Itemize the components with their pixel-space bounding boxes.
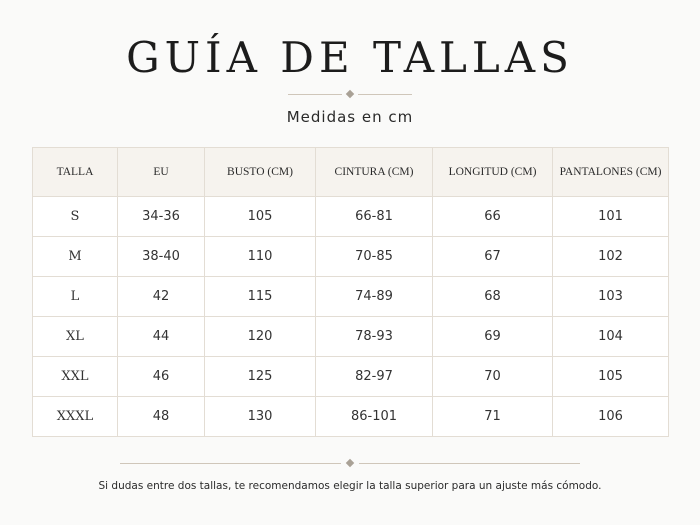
size-cell: L xyxy=(33,277,118,317)
longitud-cell: 70 xyxy=(433,357,553,397)
size-cell: XXL xyxy=(33,357,118,397)
eu-cell: 42 xyxy=(118,277,205,317)
header-cintura: CINTURA (CM) xyxy=(316,148,433,197)
pantalones-cell: 105 xyxy=(553,357,669,397)
header-talla: TALLA xyxy=(33,148,118,197)
header-busto: BUSTO (CM) xyxy=(205,148,316,197)
longitud-cell: 66 xyxy=(433,197,553,237)
page-title: GUÍA DE TALLAS xyxy=(126,33,574,82)
page-subtitle: Medidas en cm xyxy=(286,108,414,126)
size-chart-table xyxy=(32,147,669,437)
size-cell: M xyxy=(33,237,118,277)
eu-cell: 38-40 xyxy=(118,237,205,277)
table-row xyxy=(33,357,669,397)
header-eu: EU xyxy=(118,148,205,197)
cintura-cell: 86-101 xyxy=(316,397,433,437)
eu-cell: 46 xyxy=(118,357,205,397)
pantalones-cell: 101 xyxy=(553,197,669,237)
cintura-cell: 82-97 xyxy=(316,357,433,397)
diamond-icon xyxy=(346,90,354,98)
title-divider xyxy=(288,94,412,95)
longitud-cell: 69 xyxy=(433,317,553,357)
size-cell: S xyxy=(33,197,118,237)
busto-cell: 105 xyxy=(205,197,316,237)
table-row xyxy=(33,277,669,317)
table-row xyxy=(33,317,669,357)
pantalones-cell: 106 xyxy=(553,397,669,437)
cintura-cell: 66-81 xyxy=(316,197,433,237)
header-longitud: LONGITUD (CM) xyxy=(433,148,553,197)
busto-cell: 110 xyxy=(205,237,316,277)
longitud-cell: 71 xyxy=(433,397,553,437)
table-row xyxy=(33,237,669,277)
eu-cell: 48 xyxy=(118,397,205,437)
table-header-row xyxy=(33,148,669,197)
busto-cell: 120 xyxy=(205,317,316,357)
pantalones-cell: 103 xyxy=(553,277,669,317)
cintura-cell: 78-93 xyxy=(316,317,433,357)
size-cell: XXXL xyxy=(33,397,118,437)
cintura-cell: 70-85 xyxy=(316,237,433,277)
footer-note: Si dudas entre dos tallas, te recomendamos elegir la talla superior para un ajuste más cómodo. xyxy=(98,480,602,492)
eu-cell: 44 xyxy=(118,317,205,357)
longitud-cell: 67 xyxy=(433,237,553,277)
diamond-icon xyxy=(346,459,354,467)
pantalones-cell: 104 xyxy=(553,317,669,357)
cintura-cell: 74-89 xyxy=(316,277,433,317)
eu-cell: 34-36 xyxy=(118,197,205,237)
size-cell: XL xyxy=(33,317,118,357)
busto-cell: 125 xyxy=(205,357,316,397)
busto-cell: 115 xyxy=(205,277,316,317)
footer-divider xyxy=(120,463,580,464)
longitud-cell: 68 xyxy=(433,277,553,317)
header-pantalones: PANTALONES (CM) xyxy=(553,148,669,197)
pantalones-cell: 102 xyxy=(553,237,669,277)
table-row xyxy=(33,397,669,437)
table-row xyxy=(33,197,669,237)
busto-cell: 130 xyxy=(205,397,316,437)
